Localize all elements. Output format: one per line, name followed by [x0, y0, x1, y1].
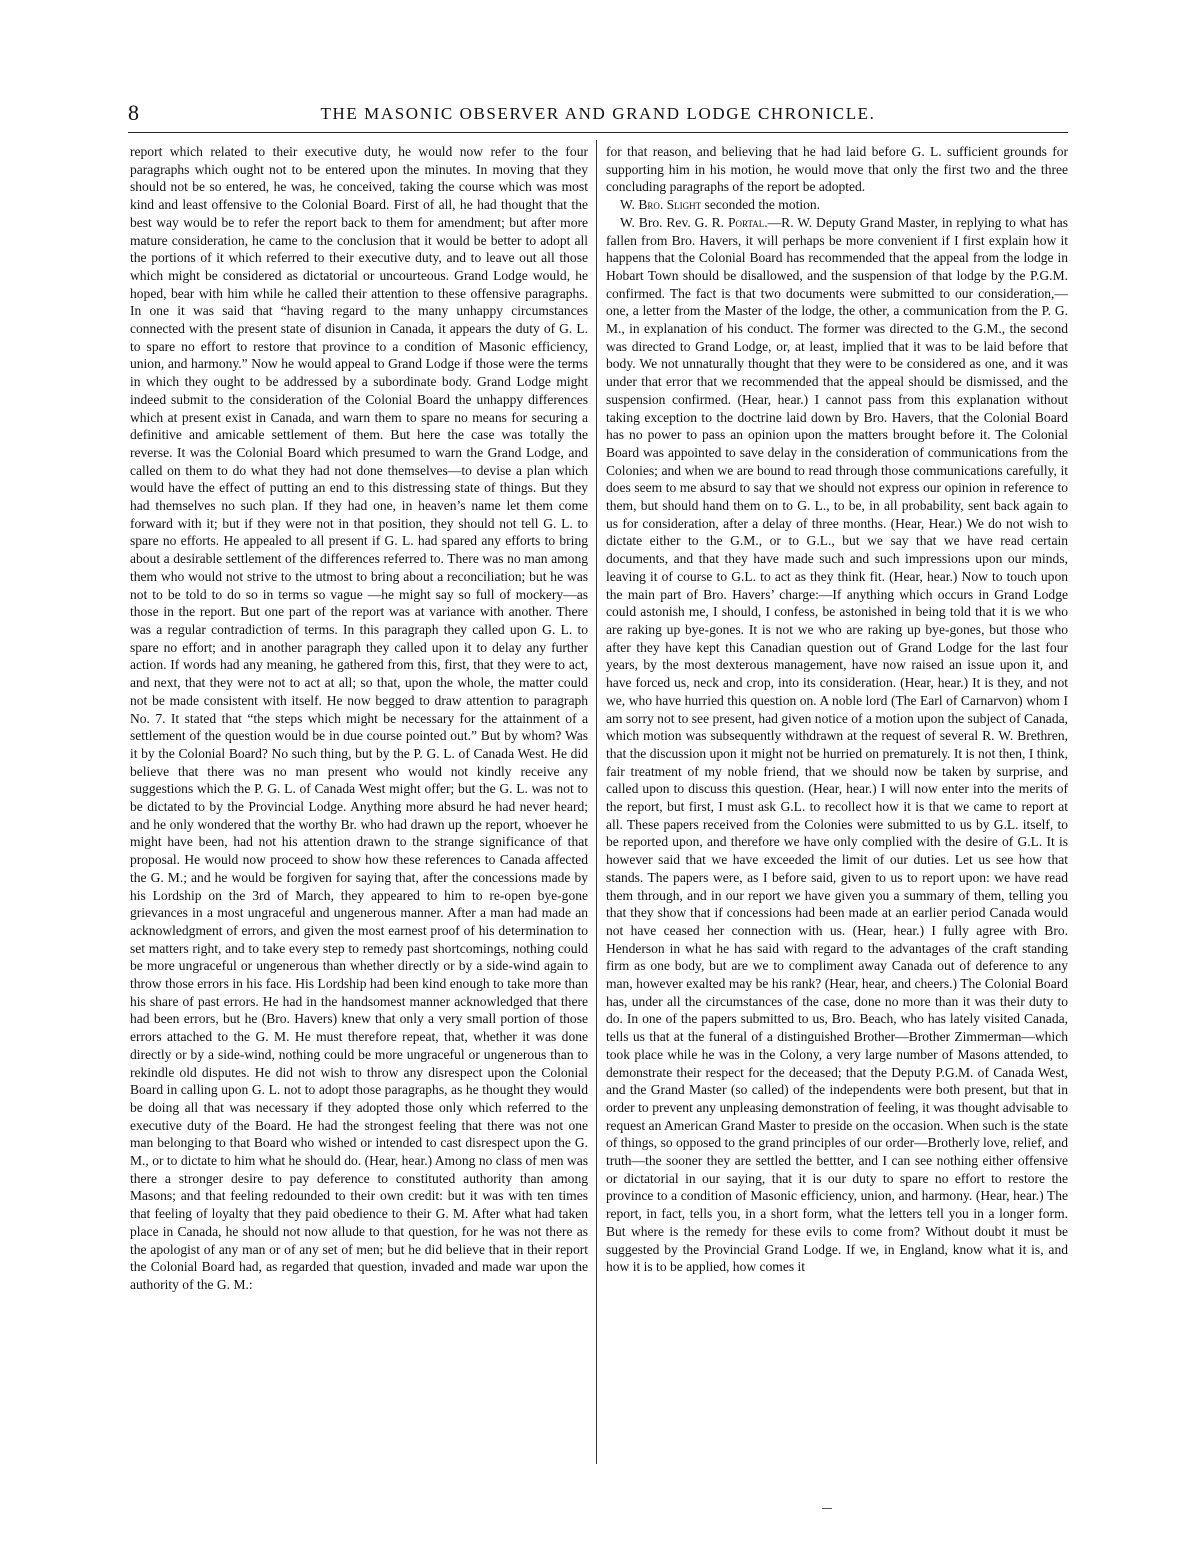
page-header	[128, 100, 1068, 136]
speaker-name-portal: Portal.	[727, 214, 768, 230]
right-column	[606, 143, 1068, 1518]
right-paragraph-continuation: for that reason, and believing that he had laid before G. L. sufficient grounds for supporting him in his motion, he would move that only the first two and the three concluding paragraphs of the report be adopted.	[606, 144, 1068, 195]
seconded-text: seconded the motion.	[701, 197, 821, 213]
portal-speech: —R. W. Deputy Grand Master, in replying to what has fallen from Bro. Havers, it will perhaps be more convenient if I first explain how it happens that the Colonial Board has recommended that the appeal from the lodge in Hobart Town should be disallowed, and the suspension of that lodge by the P.G.M. confirmed. The fact is that two documents were submitted to our consideration,—one, a letter from the Master of the lodge, the other, a communication from the P. G. M., in explanation of his conduct. The former was directed to the G.M., the second was directed to Grand Lodge, or, at least, implied that it was to be laid before that body. We not unnaturally thought that they were to be considered as one, and it was under that error that we recommended that the appeal should be dismissed, and the suspension confirmed. (Hear, hear.) I cannot pass from this explanation without taking exception to the doctrine laid down by Bro. Havers, that the Colonial Board has no power to pass an opinion upon the matters brought before it. The Colonial Board was appointed to save delay in the consideration of communications from the Colonies; and when we are bound to read through those communications carefully, it does seem to me absurd to say that we should not express our opinion in reference to them, but should hand them on to G. L., to be, in all probability, sent back again to us for consideration, after a delay of three months. (Hear, Hear.) We do not wish to dictate either to the G.M., or to G.L., but we say that we have read certain documents, and that they have made such and such impressions upon our minds, leaving it of course to G.L. to act as they think fit. (Hear, hear.) Now to touch upon the main part of Bro. Havers’ charge:—If anything which occurs in Grand Lodge could astonish me, I should, I confess, be astonished in being told that it is we who are raking up bye-gones. It is not we who are raking up bye-gones, but those who after they have kept this Canadian question out of Grand Lodge for the last four years, by the most dexterous management, have now raised an issue upon it, and have forced us, neck and crop, into its consideration. (Hear, hear.) It is they, and not we, who have hurried this question on. A noble lord (The Earl of Carnarvon) whom I am sorry not to see present, had given notice of a motion upon the subject of Canada, which motion was subsequently withdrawn at the request of several R. W. Brethren, that the discussion upon it might not be hurried on prematurely. It is not then, I think, fair treatment of my noble friend, that we should now be taken by surprise, and called upon to discuss this question. (Hear, hear.) I will now enter into the merits of the report, but first, I must ask G.L. to recollect how it is that we came to report at all. These papers received from the Colonies were submitted to us by G.L. itself, to be reported upon, and therefore we have only complied with the desire of G.L. It is however said that we have exceeded the limit of our duties. Let us see how that stands. The papers were, as I before said, given to us to report upon: we have read them through, and in our report we have given you a summary of them, telling you that they show that if concessions had been made at an earlier period Canada would not have ceased her connection with us. (Hear, hear.) I fully agree with Bro. Henderson in what he has said with regard to the advantages of the craft standing firm as one body, but are we to compliment away Canada out of deference to any man, however exalted may be his rank? (Hear, hear, and cheers.) The Colonial Board has, under all the circumstances of the case, done no more than it was their duty to do. In one of the papers submitted to us, Bro. Beach, who has lately visited Canada, tells us that at the funeral of a distinguished Brother—Brother Zimmerman—which took place while he was in the Colony, a very large number of Masons attended, to demonstrate their respect for the deceased; that the Deputy P.G.M. of Canada West, and the Grand Master (so called) of the independents were both present, but that in order to prevent any unpleasing demonstration of feeling, it was thought advisable to request an American Grand Master to preside on the occasion. When such is the state of things, so opposed to the grand principles of our order—Brotherly love, relief, and truth—the sooner they are settled the bettter, and I can see nothing either offensive or dictatorial in our saying, that it is our duty to spare no effort to restore the province to a condition of Masonic efficiency, union, and harmony. (Hear, hear.) The report, in fact, tells you, in a short form, what the letters tell you in a longer form. But where is the remedy for these evils to come from? Without doubt it must be suggested by the Provincial Grand Lodge. If we, in England, know what it is, and how it is to be applied, how comes it	[606, 214, 1068, 1275]
left-paragraph: report which related to their executive duty, he would now refer to the four paragraphs which ought not to be entered upon the minutes. In moving that they should not be so entered, he was, he conceived, taking the course which was most kind and least offensive to the Colonial Board. First of all, he had thought that the best way would be to refer the report back to them for amendment; but after more mature consideration, he came to the conclusion that it would be better to adopt all the portions of it which referred to their executive duty, and to leave out all those which might be considered as dictatorial or uncourteous. Grand Lodge would, he hoped, bear with him while he called their attention to these offensive paragraphs. In one it was said that “having regard to the many unhappy circumstances connected with the present state of disunion in Canada, it appears the duty of G. L. to spare no effort to restore that province to a condition of Masonic efficiency, union, and harmony.” Now he would appeal to Grand Lodge if those were the terms in which they ought to be addressed by a subordinate body. Grand Lodge might indeed submit to the consideration of the Colonial Board the unhappy differences which at present exist in Canada, and warn them to spare no means for securing a definitive and amicable settlement of them. But here the case was totally the reverse. It was the Colonial Board which presumed to warn the Grand Lodge, and called on them to do what they had not done themselves—to devise a plan which would have the effect of putting an end to this distressing state of things. But they had themselves no such plan. If they had one, in heaven’s name let them come forward with it; but if they were not in that position, they should not tell G. L. to spare no efforts. He appealed to all present if G. L. had spared any efforts to bring about a desirable settlement of the differences referred to. There was no man among them who would not strive to the utmost to bring about a reconciliation; but he was not to be told to do so in terms so vague —he might say so full of mockery—as those in the report. But one part of the report was at variance with another. There was a regular contradiction of terms. In this paragraph they called upon G. L. to spare no effort; and in another paragraph they called upon it to delay any further action. If words had any meaning, he gathered from this, first, that they were to act, and next, that they were not to act at all; so that, upon the whole, the matter could not be made consistent with itself. He now begged to draw attention to paragraph No. 7. It stated that “the steps which might be necessary for the attainment of a settlement of the question would be in due course pointed out.” But by whom? Was it by the Colonial Board? No such thing, but by the P. G. L. of Canada West. He did believe that there was no man present who would not kindly receive any suggestions which the P. G. L. of Canada West might offer; but the G. L. was not to be dictated to by the Provincial Lodge. Anything more absurd he had never heard; and he only wondered that the worthy Br. who had drawn up the report, whoever he might have been, had not his attention drawn to the strange significance of that proposal. He would now proceed to show how these references to Canada affected the G. M.; and he would be forgiven for saying that, after the concessions made by his Lordship on the 3rd of March, they appeared to him to re-open bye-gone grievances in a most ungraceful and ungenerous manner. After a man had made an acknowledgment of errors, and given the most earnest proof of his determination to set matters right, and to take every step to remedy past shortcomings, nothing could be more ungraceful or ungenerous than whether directly or by a side-wind again to throw those errors in his face. His Lordship had been kind enough to take more than his share of past errors. He had in the handsomest manner acknowledged that there had been errors, but he (Bro. Havers) knew that only a very small portion of those errors attached to the G. M. He must therefore repeat, that, whether it was done directly or by a side-wind, nothing could be more ungraceful or ungenerous than to rekindle old disputes. He did not wish to throw any disrespect upon the Colonial Board in calling upon G. L. not to adopt those paragraphs, as he thought they would be doing all that was necessary if they adopted those only which referred to the executive duty of the Board. He had the strongest feeling that there was not one man belonging to that Board who wished or intended to cast disrespect upon the G. M., or to dictate to him what he should do. (Hear, hear.) Among no class of men was there a stronger desire to pay deference to constituted authority than among Masons; and that feeling redounded to their own credit: but it was with ten times that feeling of loyalty that they paid obedience to their G. M. After what had taken place in Canada, he should not now allude to that question, for he was not there as the apologist of any man or of any set of men; but he did believe that in their report the Colonial Board had, as regarded that question, invaded and made war upon the authority of the G. M.:	[130, 144, 588, 1292]
speaker-title: W. Bro. Rev. G. R.	[620, 214, 728, 230]
header-rule	[128, 132, 1068, 133]
right-paragraph-portal	[606, 214, 1068, 1276]
page-number: 8	[128, 100, 139, 125]
right-paragraph-seconded	[606, 196, 1068, 214]
column-divider	[596, 140, 597, 1464]
running-title: THE MASONIC OBSERVER AND GRAND LODGE CHRONICLE.	[320, 104, 876, 123]
footer-mark	[822, 1508, 832, 1509]
left-column	[130, 143, 588, 1518]
speaker-name-slight: W. Bro. Slight	[620, 197, 702, 213]
